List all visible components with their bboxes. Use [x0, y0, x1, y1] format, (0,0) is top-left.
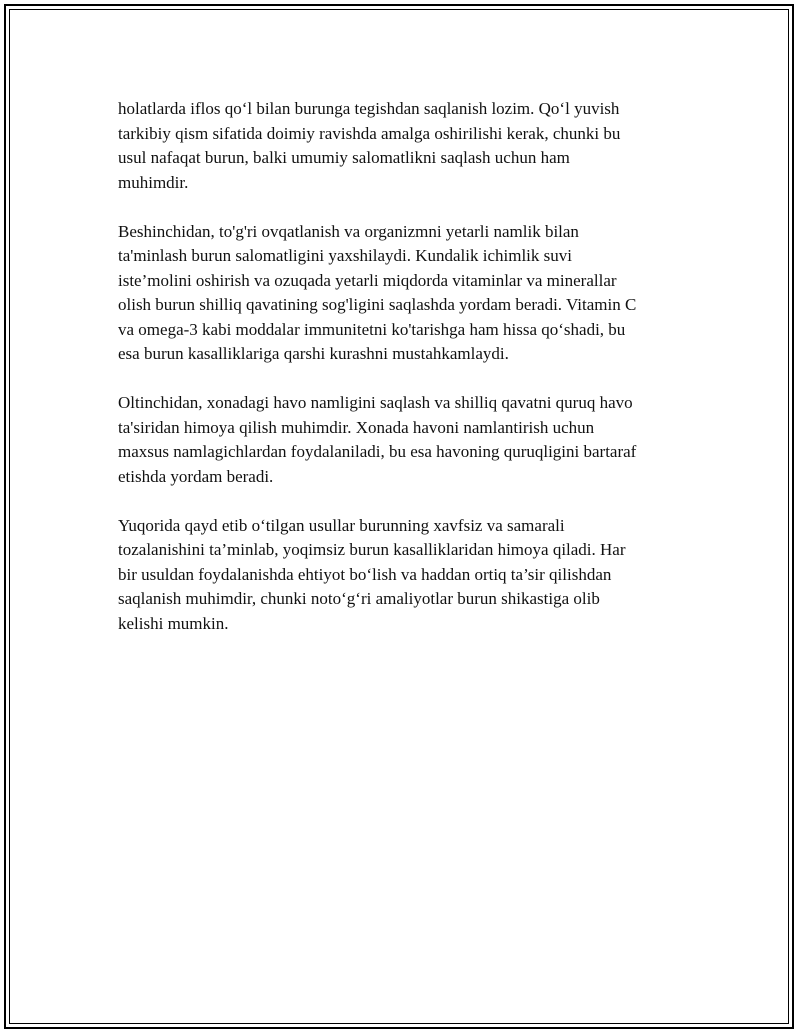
text-line: ta'siridan himoya qilish muhimdir. Xonada havoni namlantirish uchun: [118, 417, 595, 437]
text-line: saqlanish muhimdir, chunki noto‘g‘ri amaliyotlar burun shikastiga olib: [118, 589, 600, 608]
text-line: holatlarda iflos qo‘l bilan burunga tegishdan saqlanish lozim. Qo‘l yuvish: [118, 99, 620, 118]
text-line: olish burun shilliq qavatining sog'ligini saqlashda yordam beradi. Vitamin C: [118, 295, 637, 314]
paragraph-3: [118, 391, 698, 489]
text-line: tarkibiy qism sifatida doimiy ravishda amalga oshirilishi kerak, chunki bu: [118, 123, 621, 143]
text-line: ta'minlash burun salomatligini yaxshilaydi. Kundalik ichimlik suvi: [118, 246, 572, 265]
text-line: muhimdir.: [118, 172, 189, 192]
paragraph-1: [118, 97, 698, 195]
page-frame: [4, 4, 794, 1029]
text-line: maxsus namlagichlardan foydalaniladi, bu esa havoning quruqligini bartaraf: [118, 442, 637, 461]
text-line: bir usuldan foydalanishda ehtiyot bo‘lish va haddan ortiq ta’sir qilishdan: [118, 564, 612, 584]
text-line: iste’molini oshirish va ozuqada yetarli miqdorda vitaminlar va minerallar: [118, 270, 617, 290]
text-line: Yuqorida qayd etib o‘tilgan usullar burunning xavfsiz va samarali: [118, 515, 565, 535]
text-line: Beshinchidan, to'g'ri ovqatlanish va organizmni yetarli namlik bilan: [118, 221, 579, 241]
text-line: etishda yordam beradi.: [118, 466, 274, 486]
text-line: tozalanishini ta’minlab, yoqimsiz burun kasalliklaridan himoya qiladi. Har: [118, 540, 626, 559]
paragraph-4: [118, 514, 698, 637]
paragraph-2: [118, 220, 698, 367]
document-body: [118, 97, 698, 661]
text-line: va omega-3 kabi moddalar immunitetni ko'tarishga ham hissa qo‘shadi, bu: [118, 319, 626, 339]
text-line: usul nafaqat burun, balki umumiy salomatlikni saqlash uchun ham: [118, 148, 570, 167]
text-line: kelishi mumkin.: [118, 613, 229, 633]
text-line: esa burun kasalliklariga qarshi kurashni mustahkamlaydi.: [118, 344, 509, 363]
text-line: Oltinchidan, xonadagi havo namligini saqlash va shilliq qavatni quruq havo: [118, 393, 633, 412]
